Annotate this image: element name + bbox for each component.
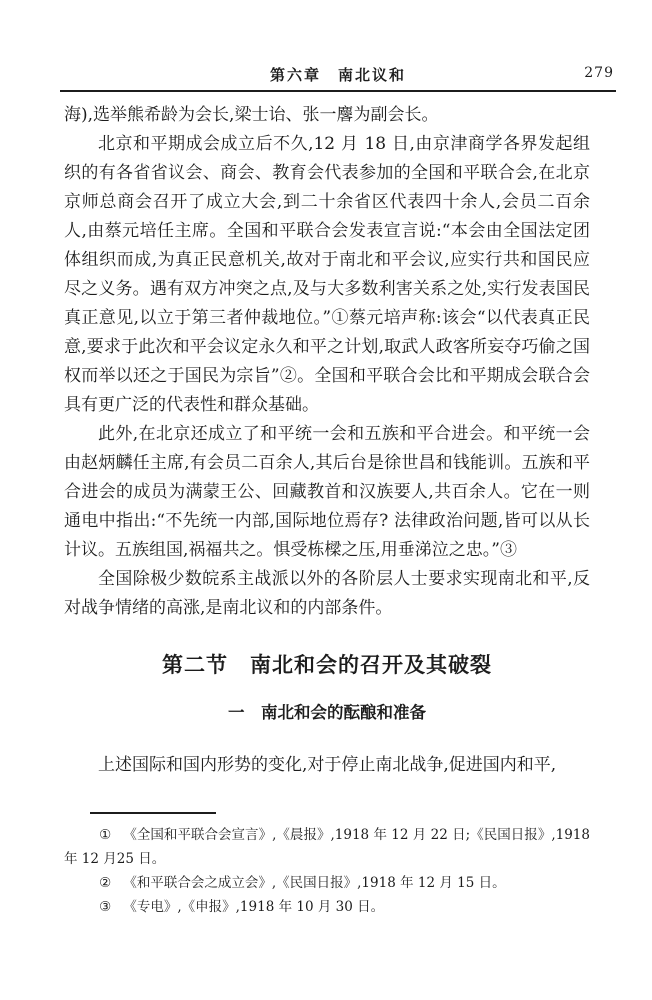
subsection-title: 一 南北和会的酝酿和准备 [228, 703, 426, 722]
footnote-marker: ① [99, 827, 112, 843]
header-rule [60, 90, 616, 92]
footnote-text: 《专电》,《申报》,1918 年 10 月 30 日。 [123, 899, 385, 915]
section-title: 第二节 南北和会的召开及其破裂 [162, 652, 492, 677]
footnote-marker: ③ [99, 899, 112, 915]
footnote-marker: ② [99, 875, 112, 891]
body-paragraph-continuation: 海),选举熊希龄为会长,梁士诒、张一麐为副会长。 [64, 105, 439, 125]
footnote-text: 《和平联合会之成立会》,《民国日报》,1918 年 12 月 15 日。 [123, 875, 506, 891]
running-header [60, 64, 616, 86]
chapter-title: 第六章 南北议和 [269, 66, 406, 84]
footnote [64, 871, 590, 895]
footnote-text: 《全国和平联合会宣言》,《晨报》,1918 年 12 月 22 日;《民国日报》,1918 年 12 月25 日。 [64, 827, 590, 867]
body-text-column [64, 101, 590, 780]
page-number: 279 [584, 65, 614, 81]
footnote [64, 823, 590, 871]
footnote [64, 895, 590, 919]
body-paragraph: 全国除极少数皖系主战派以外的各阶层人士要求实现南北和平,反对战争情绪的高涨,是南北议和的内部条件。 [64, 569, 590, 618]
footnotes-section [64, 812, 590, 919]
body-paragraph: 上述国际和国内形势的变化,对于停止南北战争,促进国内和平, [98, 755, 557, 775]
footnote-divider [90, 812, 216, 814]
body-paragraph: 北京和平期成会成立后不久,12 月 18 日,由京津商学各界发起组织的有各省省议会、商会、教育会代表参加的全国和平联合会,在北京京师总商会召开了成立大会,到二十余省区代表四十余人,会员二百余人,由蔡元培任主席。全国和平联合会发表宣言说:“本会由全国法定团体组织而成,为真正民意机关,故对于南北和平会议,应实行共和国民应尽之义务。遇有双方冲突之点,及与大多数利害关系之处,实行发表国民真正意见,以立于第三者仲裁地位。”①蔡元培声称:该会“以代表真正民意,要求于此次和平会议定永久和平之计划,取武人政客所妄夺巧偷之国权而举以还之于国民为宗旨”②。全国和平联合会比和平期成会联合会具有更广泛的代表性和群众基础。 [64, 134, 590, 415]
body-paragraph: 此外,在北京还成立了和平统一会和五族和平合进会。和平统一会由赵炳麟任主席,有会员二百余人,其后台是徐世昌和钱能训。五族和平合进会的成员为满蒙王公、回藏教首和汉族要人,共百余人。它在一则通电中指出:“不先统一内部,国际地位焉存? 法律政治问题,皆可以从长计议。五族组国,祸福共之。惧受栋樑之压,用垂涕泣之忠。”③ [64, 424, 590, 560]
